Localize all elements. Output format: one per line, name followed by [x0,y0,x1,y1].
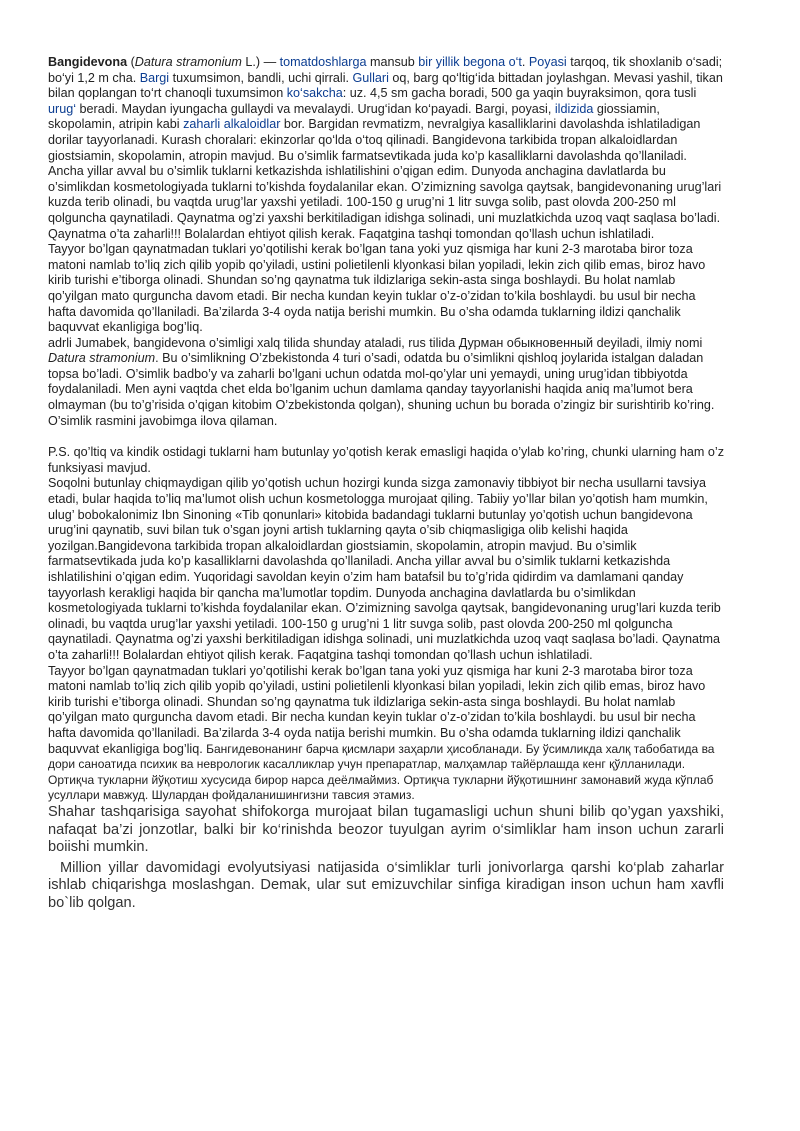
paragraph-application-repeat [48,664,724,804]
paragraph-intro [48,55,724,242]
text: : uz. 4,5 sm gacha boradi, 500 ga yaqin buyraksimon, qora tusli [342,86,697,101]
paragraph-application: Tayyor bo’lgan qaynatmadan tuklari yo’qotilishi kerak bo’lgan tana yoki yuz qismiga har kuni 2-3 marotaba biror toza matoni namlab to’liq zich qilib yopib qo’yiladi, ustini polietilenli klyonkasi bilan yopiladi, lekin zich qilib emas, biroz havo kirib turishi e’tiborga olinadi. Shundan so’ng qaynatma tuk ildizlariga sekin-asta singa boshlaydi. Bu holat namlab qo’yilgan mato qurguncha davom etadi. Bir necha kundan keyin tuklar o’z-o’zidan to’kila boshlaydi. bu usul bir necha hafta davomida qo’llaniladi. Ba’zilarda 3-4 oyda natija berishi mumkin. Bu o’sha odamda tuklarning ildizi qanchalik baquvvat ekanligiga bog’liq. [48,242,706,335]
text: tuxumsimon, bandli, uchi qirrali. [169,70,353,85]
text: . [521,55,529,69]
link-begona-ot[interactable]: bir yillik begona o‘t [418,55,522,69]
link-ildiz[interactable]: ildizida [554,101,594,116]
link-kosakcha[interactable]: ko‘sakcha [286,86,343,101]
text: bor. Bargidan revmatizm, nevralgiya kasalliklarini davolashda ishlatiladigan dorilar tayyorlanadi. Kurash choralari: ekinzorlar qo‘lda o‘toq qilinadi. Bangidevona tarkibida tropan alkaloidlardan giostsiamin, skopolamin, atropin mavjud. Bu o’simlik farmatsevtikada juda ko’p kasalliklarni davolashda qo’llaniladi. Ancha yillar avval bu o’simlik tuklarni ketkazishda ishlatilishini o’qigan edim. Dunyoda anchagina davlatlarda bu o’simlikdan kosmetologiyada tuklarni to’kishda foydalanilar ekan. O’zimizning savolga qaytsak, bangidevonaning urug’lari kuzda terib olinadi, bu vaqtda urug’lar yaxshi yetiladi. 100-150 g urug’ni 1 litr suvga solib, past olovda 200-250 ml qolguncha qaynatiladi. Qaynatma og’zi yaxshi berkitiladigan idishga solinadi, uni muzlatkichda uzoq vaqt saqlasa bo’ladi. Qaynatma o’ta zaharli!!! Bolalardan ehtiyot qilish kerak. Faqatgina tashqi tomondan qo’llash uchun ishlatiladi. [48,117,722,241]
spacer [48,429,724,445]
link-alkaloid[interactable]: zaharli alkaloidlar [183,117,281,132]
paragraph-removal: Soqolni butunlay chiqmaydigan qilib yo’qotish uchun hozirgi kunda sizga zamonaviy tibbiyot bir necha usullarni tavsiya etadi, bular haqida to’liq ma’lumot olish uchun kosmetologga murojaat qiling. Tabiiy yo’llar bilan yo’qotish ham mumkin, ulug’ bobokalonimiz Ibn Sinoning «Tib qonunlari» kitobida badandagi tuklarni butunlay yo’qotish uchun bangidevona urug’ini qaynatib, suvi bilan tuk o’sgan joyni artish tuklarning qayta o’sib chiqmasligiga olib kelishi haqida yozilgan.Bangidevona tarkibida tropan alkaloidlardan giostsiamin, skopolamin, atropin mavjud. Bu o’simlik farmatsevtikada juda ko’p kasalliklarni davolashda qo’llaniladi. Ancha yillar avval bu o’simlik tuklarni ketkazishda ishlatilishini o’qigan edim. Yuqoridagi savoldan keyin o’zim ham batafsil bu to’g’rida qidirdim va damlamani qanday tayyorlash kerakligi haqida bir qancha ma’lumotlar topdim. Dunyoda anchagina davlatlarda bu o’simlikdan kosmetologiyada tuklarni to’kishda foydalanilar ekan. O’zimizning savolga qaytsak, bangidevonaning urug’lari kuzda terib olinadi, bu vaqtda urug’lar yaxshi yetiladi. 100-150 g urug’ni 1 litr suvga solib, past olovda 200-250 ml qolguncha qaynatiladi. Qaynatma og’zi yaxshi berkitiladigan idishga solinadi, uni muzlatkichda uzoq vaqt saqlasa bo’ladi. Qaynatma o’ta zaharli!!! Bolalardan ehtiyot qilish kerak. Faqatgina tashqi tomondan qo’llash uchun ishlatiladi. [48,476,721,662]
link-gul[interactable]: Gullari [352,70,389,85]
text: L.) — [241,55,280,69]
paragraph-ps: P.S. qo’ltiq va kindik ostidagi tuklarni ham butunlay yo’qotish kerak emasligi haqida o’ylab ko’ring, chunki ularning ham o’z funksiyasi mavjud. [48,445,725,475]
paragraph-answer [48,336,724,430]
paragraph-warning: Shahar tashqarisiga sayohat shifokorga murojaat bilan tugamasligi uchun shuni bilib qo’ygan yaxshiki, nafaqat ba’zi jonzotlar, balki bir ko‘rinishda beozor tuyulgan ayrim o‘simliklar ham inson uchun zararli boiishi mumkin. [48,803,724,856]
text: oq, barg qo‘ltig‘ida bittadan joylashgan. Mevasi yashil, tikan bilan qoplangan to‘rt chanoqli tuxumsimon [48,70,723,101]
document-body [48,55,724,912]
latin-name: Datura stramonium [48,351,156,366]
link-tomatdoshlar[interactable]: tomatdoshlarga [279,55,367,69]
text: adrli Jumabek, bangidevona o’simligi xalq tilida shunday ataladi, rus tilida Дурман обыкновенный deyiladi, ilmiy nomi [48,335,703,350]
text: mansub [366,55,419,69]
link-poya[interactable]: Poyasi [528,55,567,69]
text: Tayyor bo’lgan qaynatmadan tuklari yo’qotilishi kerak bo’lgan tana yoki yuz qismiga har kuni 2-3 marotaba biror toza matoni namlab to’liq zich qilib yopib qo’yiladi, ustini polietilenli klyonkasi bilan yopiladi, lekin zich qilib emas, biroz havo kirib turishi e’tiborga olinadi. Shundan so’ng qaynatma tuk ildizlariga sekin-asta singa boshlaydi. Bu holat namlab qo’yilgan mato qurguncha davom etadi. Bir necha kundan keyin tuklar o’z-o’zidan to’kila boshlaydi. bu usul bir necha hafta davomida qo’llaniladi. Ba’zilarda 3-4 oyda natija berishi mumkin. Bu o’sha odamda tuklarning ildizi qanchalik baquvvat ekanligiga bog’liq. [48,663,706,756]
text: beradi. Maydan iyungacha gullaydi va mevalaydi. Urug‘idan ko‘payadi. Bargi, poyasi, [76,101,555,116]
link-urug[interactable]: urug‘ [48,101,77,116]
link-barg[interactable]: Bargi [139,70,170,85]
term-title: Bangidevona [48,55,128,69]
text: giossiamin, skopolamin, atripin kabi [48,101,660,132]
text: tarqoq, tik shoxlanib o‘sadi; bo‘yi 1,2 m cha. [48,55,723,85]
cyrillic-text: Бангидевонанинг барча қисмлари заҳарли ҳисобланади. Бу ўсимликда халқ табобатида ва дори саноатида психик ва неврологик касалликлар учун препаратлар, малҳамлар тайёрлашда кенг қўлланилади. Ортиқча тукларни йўқотиш хусусида бирор нарса деёлмаймиз. Ортиқча тукларни йўқотишнинг замонавий жуда кўплаб усуллари мавжуд. Шулардан фойдаланишингизни тавсия этамиз. [48,741,715,803]
latin-name: Datura stramonium [134,55,242,69]
text: . Bu o’simlikning O’zbekistonda 4 turi o’sadi, odatda bu o’simlikni qishloq joylarida istalgan daladan topsa bo’ladi. O’simlik badbo’y va zaharli bo’lgani uchun odatda mol-qo’ylar uni yemaydi, uning urug’idan tibbiyotda foydalaniladi. Men ayni vaqtda chet elda bo’lganim uchun damlama qanday tayyorlanishi haqida aniq ma’lumot bera olmayman (bu to’g’risida o’qigan kitobim O’zbekistonda qolgan), shuning uchun bu borada o’zingiz bir surishtirib ko’ring. O’simlik rasmini javobimga ilova qilaman. [48,351,715,428]
text: ( [127,55,135,69]
paragraph-evolution: Million yillar davomidagi evolyutsiyasi natijasida o‘simliklar turli jonivorlarga qarshi ko‘plab zaharlar ishlab chiqarishga moslashgan. Demak, ular sut emizuvchilar sinfiga kiradigan inson uchun ham xavfli bo`lib qolgan. [48,859,724,911]
